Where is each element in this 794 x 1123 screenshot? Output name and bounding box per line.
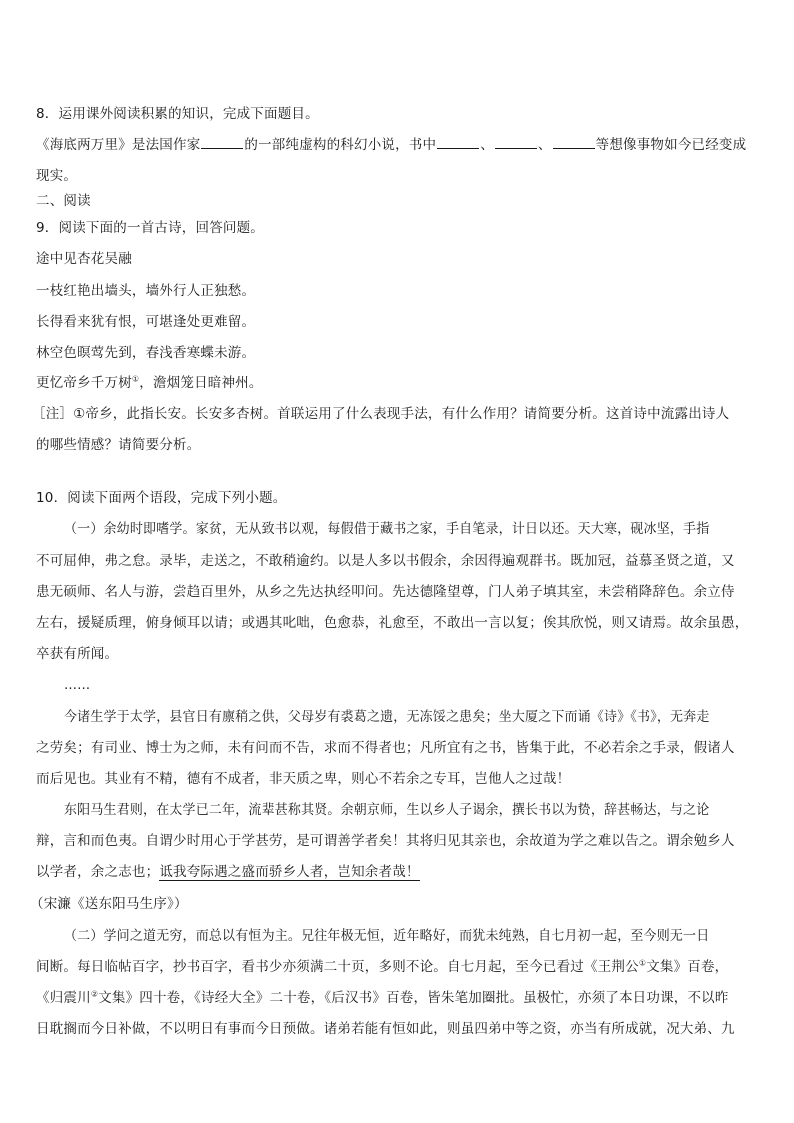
q10-title: 10．阅读下面两个语段，完成下列小题。 (36, 490, 287, 506)
passage-line: 之劳矣；有司业、博士为之师，未有问而不告，求而不得者也；凡所宜有之书，皆集于此，不必若余之手录，假诸人 (36, 740, 735, 756)
passage-text: 《归震川 (36, 990, 91, 1006)
passage-line: 左右，援疑质理，俯身倾耳以请；或遇其叱咄，色愈恭，礼愈至，不敢出一言以复；俟其欣悦，则又请焉。故余虽愚， (36, 615, 749, 631)
footnote-marker: ① (131, 374, 140, 384)
q9-note-line2: 的哪些情感？请简要分析。 (36, 437, 201, 453)
q9-title: 9．阅读下面的一首古诗，回答问题。 (36, 220, 264, 236)
passage-line: 而后见也。其业有不精，德有不成者，非天质之卑，则心不若余之专耳，岂他人之过哉！ (36, 771, 571, 787)
passage-line: （二）学问之道无穷，而总以有恒为主。兄往年极无恒，近年略好，而犹未纯熟，自七月初一起，至今则无一日 (64, 928, 710, 944)
separator: 、 (537, 137, 552, 153)
q8-text-a: 《海底两万里》是法国作家 (36, 137, 201, 153)
passage-line: 辩，言和而色夷。自谓少时用心于学甚劳，是可谓善学者矣！其将归见其亲也，余故道为学之难以告之。谓余勉乡人 (36, 833, 735, 849)
poem-line: 林空色暝莺先到，春浅香寒蝶未游。 (36, 345, 256, 361)
q8-title: 8．运用课外阅读积累的知识，完成下面题目。 (36, 106, 319, 122)
passage-line: 卒获有所闻。 (36, 646, 119, 662)
source-citation: （宋濂《送东阳马生序》） (30, 896, 188, 912)
q8-text-b: 的一部纯虚构的科幻小说，书中 (244, 137, 437, 153)
passage-line (36, 988, 762, 1008)
poem-text: ，澹烟笼日暗神州。 (139, 375, 263, 391)
poem-title: 途中见杏花吴融 (36, 251, 132, 267)
answer-blank-author[interactable] (201, 135, 243, 149)
passage-line: 不可屈伸，弗之怠。录毕，走送之，不敢稍逾约。以是人多以书假余，余因得遍观群书。既加冠，益慕圣贤之道，又 (36, 553, 735, 569)
poem-text: 更忆帝乡千万树 (36, 375, 132, 391)
poem-line: 长得看来犹有恨，可堪逢处更难留。 (36, 314, 256, 330)
q9-note-line1: ［注］①帝乡，此指长安。长安多杏树。首联运用了什么表现手法，有什么作用？请简要分析。这首诗中流露出诗人 (32, 406, 730, 422)
passage-text: 以学者，余之志也； (36, 864, 160, 880)
underlined-sentence: 诋我夸际遇之盛而骄乡人者，岂知余者哉！ (159, 864, 420, 880)
passage-line (36, 957, 762, 977)
answer-blank-2[interactable] (495, 135, 537, 149)
q8-line2: 现实。 (36, 168, 78, 184)
separator: 、 (480, 137, 494, 153)
poem-line (36, 373, 762, 393)
passage-line: 日耽搁而今日补做，不以明日有事而今日预做。诸弟若能有恒如此，则虽四弟中等之资，亦当有所成就，况大弟、九 (36, 1021, 735, 1037)
section-heading: 二、阅读 (36, 193, 91, 209)
footnote-marker: ① (638, 958, 647, 968)
answer-blank-1[interactable] (437, 135, 479, 149)
passage-line: （一）余幼时即嗜学。家贫，无从致书以观，每假借于藏书之家，手自笔录，计日以还。天大寒，砚冰坚，手指 (64, 521, 710, 537)
ellipsis: …… (64, 677, 91, 693)
passage-line (36, 862, 762, 882)
passage-text: 间断。每日临帖百字，抄书百字，看书少亦须满二十页，多则不论。自七月起，至今已看过《王荆公 (36, 959, 639, 975)
footnote-marker: ② (90, 989, 99, 999)
passage-text: 文集》百卷， (646, 959, 729, 975)
passage-line: 今诸生学于太学，县官日有廪稍之供，父母岁有裘葛之遗，无冻馁之患矣；坐大厦之下而诵《诗》《书》，无奔走 (64, 709, 710, 725)
passage-line: 东阳马生君则，在太学已二年，流辈甚称其贤。余朝京师，生以乡人子谒余，撰长书以为贽，辞甚畅达，与之论 (64, 802, 710, 818)
passage-line: 患无硕师、名人与游，尝趋百里外，从乡之先达执经叩问。先达德隆望尊，门人弟子填其室，未尝稍降辞色。余立侍 (36, 584, 735, 600)
answer-blank-3[interactable] (553, 135, 595, 149)
passage-text: 文集》四十卷，《诗经大全》二十卷，《后汉书》百卷，皆朱笔加圈批。虽极忙，亦须了本日功课，不以昨 (98, 990, 729, 1006)
q8-text-c: 等想像事物如今已经变成 (595, 137, 747, 153)
poem-line: 一枝红艳出墙头，墙外行人正独愁。 (36, 283, 256, 299)
q8-line1 (36, 135, 762, 155)
